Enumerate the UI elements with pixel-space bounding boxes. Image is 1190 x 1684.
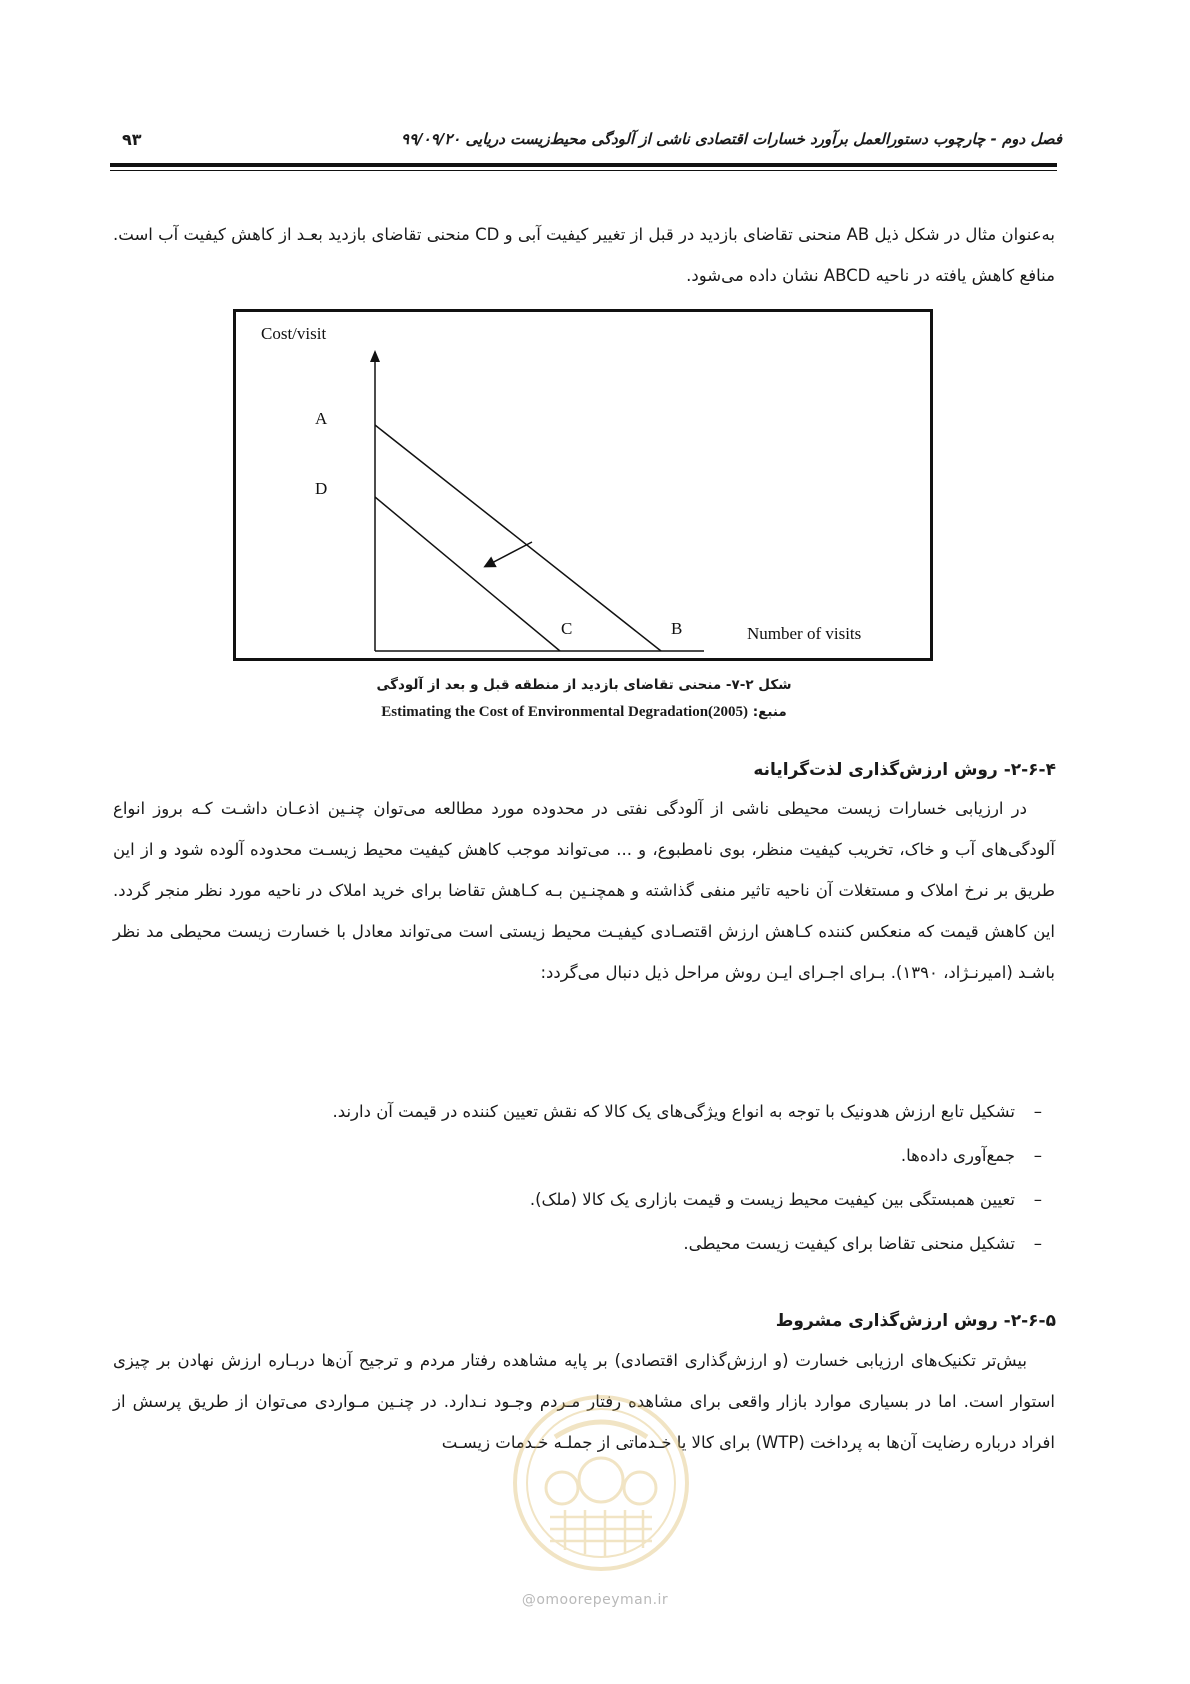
curve-dc bbox=[375, 497, 560, 651]
figure-source bbox=[113, 704, 1055, 721]
publisher-watermark-logo bbox=[510, 1392, 692, 1574]
list-item: – تشکیل تابع ارزش هدونیک با توجه به انواع ویژگی‌های یک کالا که نقش تعیین کننده در قیمت آن دارند. bbox=[113, 1090, 1055, 1134]
point-d-label: D bbox=[315, 479, 328, 498]
figure-caption: شکل ۲-۷- منحنی تقاضای بازدید از منطقه قبل و بعد از آلودگی bbox=[376, 677, 792, 693]
shift-arrow bbox=[486, 542, 532, 566]
page-number: ۹۳ bbox=[122, 130, 142, 149]
list-item: – تشکیل منحنی تقاضا برای کیفیت زیست محیطی. bbox=[113, 1222, 1055, 1266]
point-c-label: C bbox=[561, 619, 573, 638]
demand-curve-diagram bbox=[236, 312, 930, 658]
intro-paragraph: به‌عنوان مثال در شکل ذیل AB منحنی تقاضای بازدید در قبل از تغییر کیفیت آبی و CD منحنی تقاضای بازدید بعـد از کاهش کیفیت آب است. منافع کاهش یافته در ناحیه ABCD نشان داده می‌شود. bbox=[113, 225, 1055, 285]
section-heading-contingent: ۲-۶-۵- روش ارزش‌گذاری مشروط bbox=[775, 1311, 1056, 1331]
y-axis-arrowhead bbox=[370, 350, 380, 362]
running-header-title: فصل دوم - چارچوب دستورالعمل برآورد خسارات اقتصادی ناشی از آلودگی محیط‌زیست دریایی ۹۹/۰۹/۲۰ bbox=[401, 130, 1062, 148]
x-axis-label: Number of visits bbox=[747, 624, 862, 643]
point-a-label: A bbox=[315, 409, 328, 428]
curve-ab bbox=[375, 425, 661, 651]
list-item: – جمع‌آوری داده‌ها. bbox=[113, 1134, 1055, 1178]
demand-curve-figure bbox=[233, 309, 933, 661]
hedonic-paragraph: در ارزیابی خسارات زیست محیطی ناشی از آلودگی نفتی در محدوده مورد مطالعه می‌توان چنـین اذعـان داشـت کـه بروز انواع آلودگی‌های آب و خاک، تخریب کیفیت منظر، بوی نامطبوع، و ... می‌تواند موجب کاهش کیفیت محیط زیسـت محدوده آلوده شود و از این طریق بر نرخ املاک و مستغلات آن ناحیه تاثیر منفی گذاشته و همچنـین بـه کـاهش تقاضا برای خرید املاک در ناحیه مورد نظر منجر گردد. این کاهش قیمت که منعکس کننده کـاهش ارزش اقتصـادی کیفیـت محیط زیستی است می‌تواند معادل با خسارت زیست محیطی مد نظر باشـد (امیرنـژاد، ۱۳۹۰). بـرای اجـرای ایـن روش مراحل ذیل دنبال می‌گردد: bbox=[113, 799, 1055, 982]
watermark-url: @omoorepeyman.ir bbox=[521, 1592, 669, 1608]
header-rule-thick bbox=[110, 163, 1057, 167]
section-heading-hedonic: ۲-۶-۴- روش ارزش‌گذاری لذت‌گرایانه bbox=[753, 760, 1056, 780]
header-rule-thin bbox=[110, 170, 1057, 171]
hedonic-steps-list bbox=[113, 1090, 1055, 1266]
figure-source-text: Estimating the Cost of Environmental Degradation(2005) bbox=[381, 704, 749, 720]
figure-source-prefix: منبع: bbox=[752, 704, 787, 720]
list-item: – تعیین همبستگی بین کیفیت محیط زیست و قیمت بازاری یک کالا (ملک). bbox=[113, 1178, 1055, 1222]
contingent-paragraph: بیش‌تر تکنیک‌های ارزیابی خسارت (و ارزش‌گذاری اقتصادی) بر پایه مشاهده رفتار مردم و ترجیح آن‌ها دربـاره ارزش نهادن بر چیزی استوار است. اما در بسیاری موارد بازار واقعی برای مشاهده رفتار مـردم وجـود نـدارد. در چنـین مـواردی می‌توان از طریق پرسش از افراد درباره رضایت آن‌ها به پرداخت (WTP) برای کالا یا خـدماتی از جملـه خـدمات زیسـت bbox=[113, 1351, 1055, 1452]
point-b-label: B bbox=[671, 619, 683, 638]
y-axis-label: Cost/visit bbox=[261, 324, 327, 343]
